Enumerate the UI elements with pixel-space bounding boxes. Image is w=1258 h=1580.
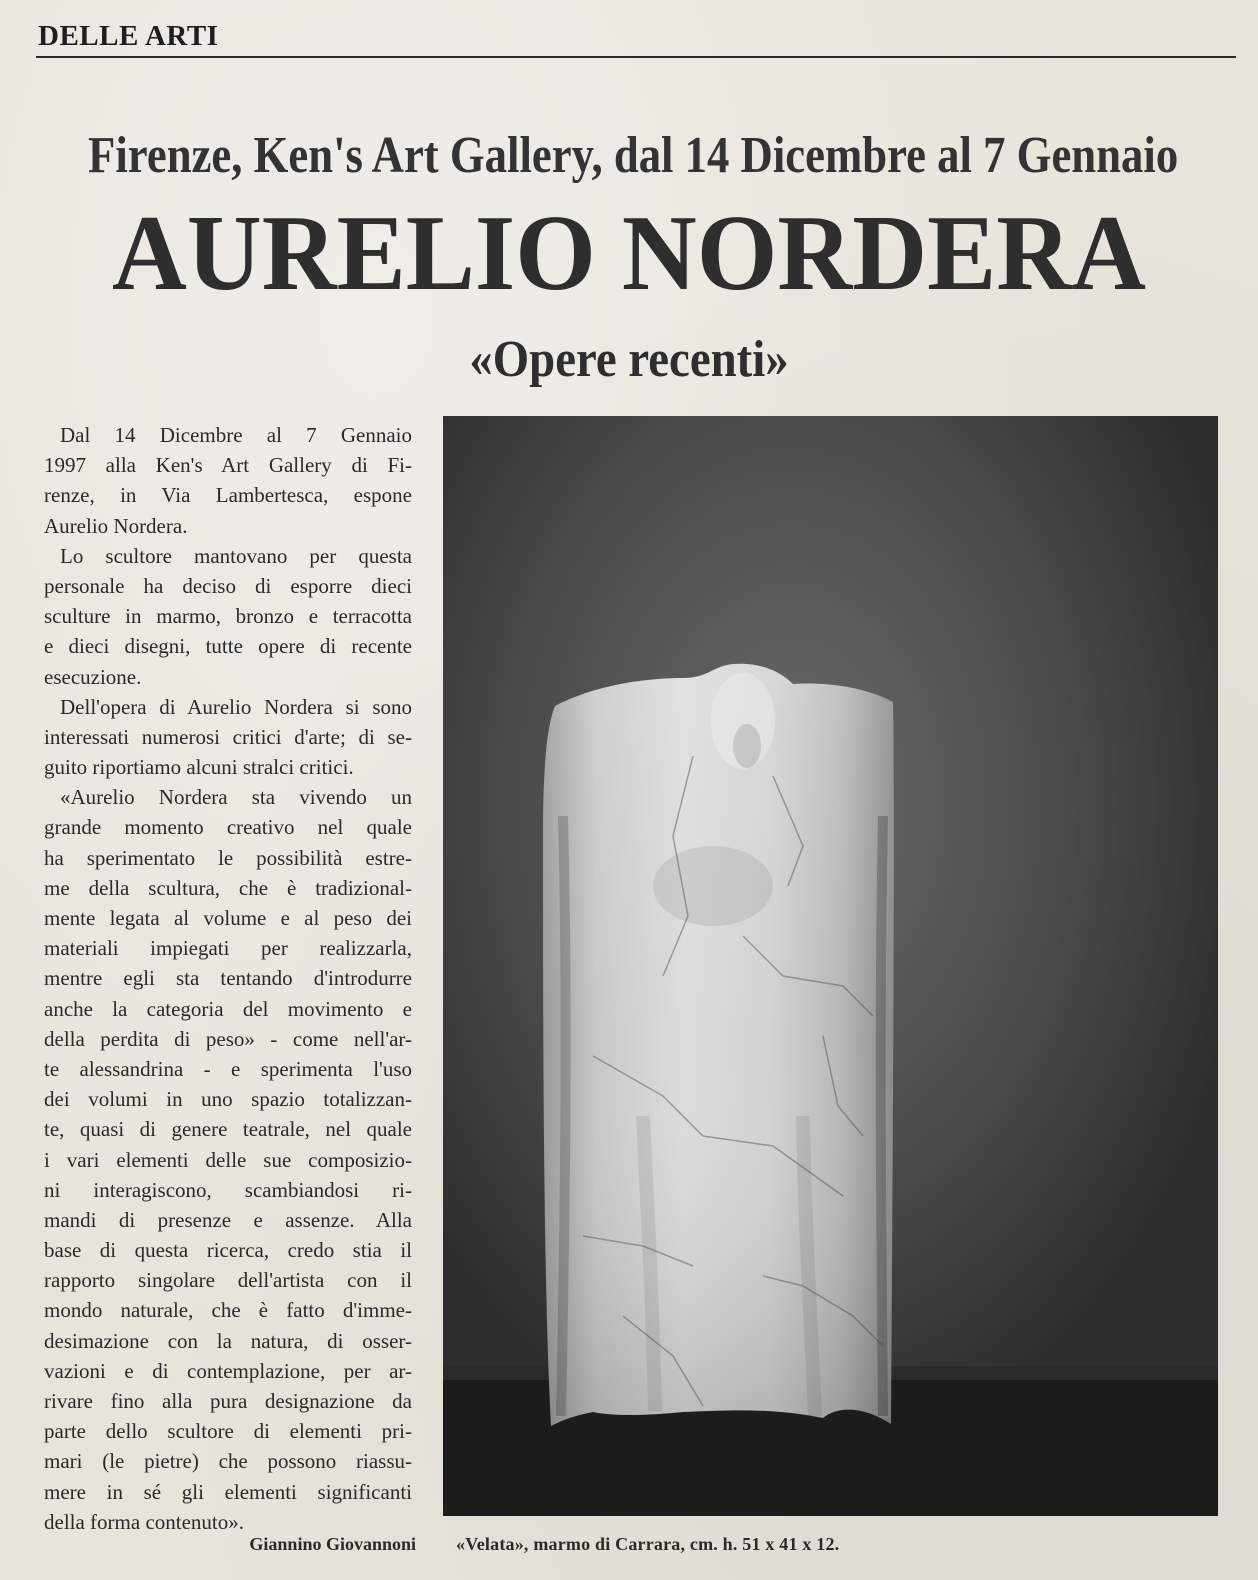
body-line: interessati numerosi critici d'arte; di se- — [44, 724, 412, 749]
sculpture-image — [443, 416, 1218, 1516]
body-line: anche la categoria del movimento e — [44, 996, 412, 1021]
body-line: Aurelio Nordera. — [44, 513, 188, 538]
body-line: della perdita di peso» - come nell'ar- — [44, 1026, 412, 1051]
body-line: della forma contenuto». — [44, 1509, 245, 1534]
body-line: grande momento creativo nel quale — [44, 815, 412, 840]
body-line: te alessandrina - e sperimenta l'uso — [44, 1056, 412, 1081]
body-line: vazioni e di contemplazione, per ar- — [44, 1358, 412, 1383]
article-headline: AURELIO NORDERA — [111, 194, 1147, 313]
body-line: Lo scultore mantovano per questa — [60, 543, 412, 568]
body-line: 1997 alla Ken's Art Gallery di Fi- — [44, 453, 412, 478]
body-line: mere in sé gli elementi significanti — [44, 1479, 412, 1504]
body-line: «Aurelio Nordera sta vivendo un — [60, 785, 412, 810]
article-subhead: «Opere recenti» — [469, 331, 789, 388]
body-line: mari (le pietre) che possono riassu- — [44, 1449, 412, 1474]
body-line: rapporto singolare dell'artista con il — [44, 1268, 412, 1293]
body-line: mondo naturale, che è fatto d'imme- — [44, 1298, 412, 1323]
body-line: e dieci disegni, tutte opere di recente — [44, 634, 412, 659]
body-line: mente legata al volume e al peso dei — [44, 906, 412, 930]
article-kicker: Firenze, Ken's Art Gallery, dal 14 Dicembre al 7 Gennaio — [88, 127, 1179, 184]
body-line: mentre egli sta tentando d'introdurre — [44, 966, 412, 991]
body-line: me della scultura, che è tradizional- — [44, 875, 412, 900]
body-line: ha sperimentato le possibilità estre- — [44, 845, 412, 870]
body-line: Dell'opera di Aurelio Nordera si sono — [60, 694, 412, 719]
body-line: materiali impiegati per realizzarla, — [44, 936, 412, 961]
article-body — [44, 420, 412, 1537]
author-signature: Giannino Giovannoni — [249, 1534, 416, 1554]
body-line: mandi di presenze e assenze. Alla — [44, 1207, 412, 1232]
body-line: sculture in marmo, bronzo e terracotta — [44, 604, 412, 629]
photo-caption: «Velata», marmo di Carrara, cm. h. 51 x 41 x 12. — [456, 1534, 840, 1554]
body-line: base di questa ricerca, credo stia il — [44, 1238, 412, 1263]
section-divider — [36, 56, 1236, 58]
body-line: parte dello scultore di elementi pri- — [44, 1419, 412, 1444]
section-label: DELLE ARTI — [38, 20, 219, 52]
body-line: rivare fino alla pura designazione da — [44, 1389, 412, 1413]
body-line: esecuzione. — [44, 664, 142, 689]
body-line: te, quasi di genere teatrale, nel quale — [44, 1117, 412, 1142]
body-line: desimazione con la natura, di osser- — [44, 1328, 412, 1353]
body-line: dei volumi in uno spazio totalizzan- — [44, 1087, 412, 1112]
body-line: ni interagiscono, scambiandosi ri- — [44, 1177, 412, 1202]
body-line: guito riportiamo alcuni stralci critici. — [44, 755, 354, 780]
sculpture-photo — [443, 416, 1218, 1516]
body-line: i vari elementi delle sue composizio- — [44, 1147, 412, 1172]
body-line: Dal 14 Dicembre al 7 Gennaio — [60, 423, 412, 447]
body-line: renze, in Via Lambertesca, espone — [44, 483, 412, 508]
body-line: personale ha deciso di esporre dieci — [44, 573, 412, 598]
